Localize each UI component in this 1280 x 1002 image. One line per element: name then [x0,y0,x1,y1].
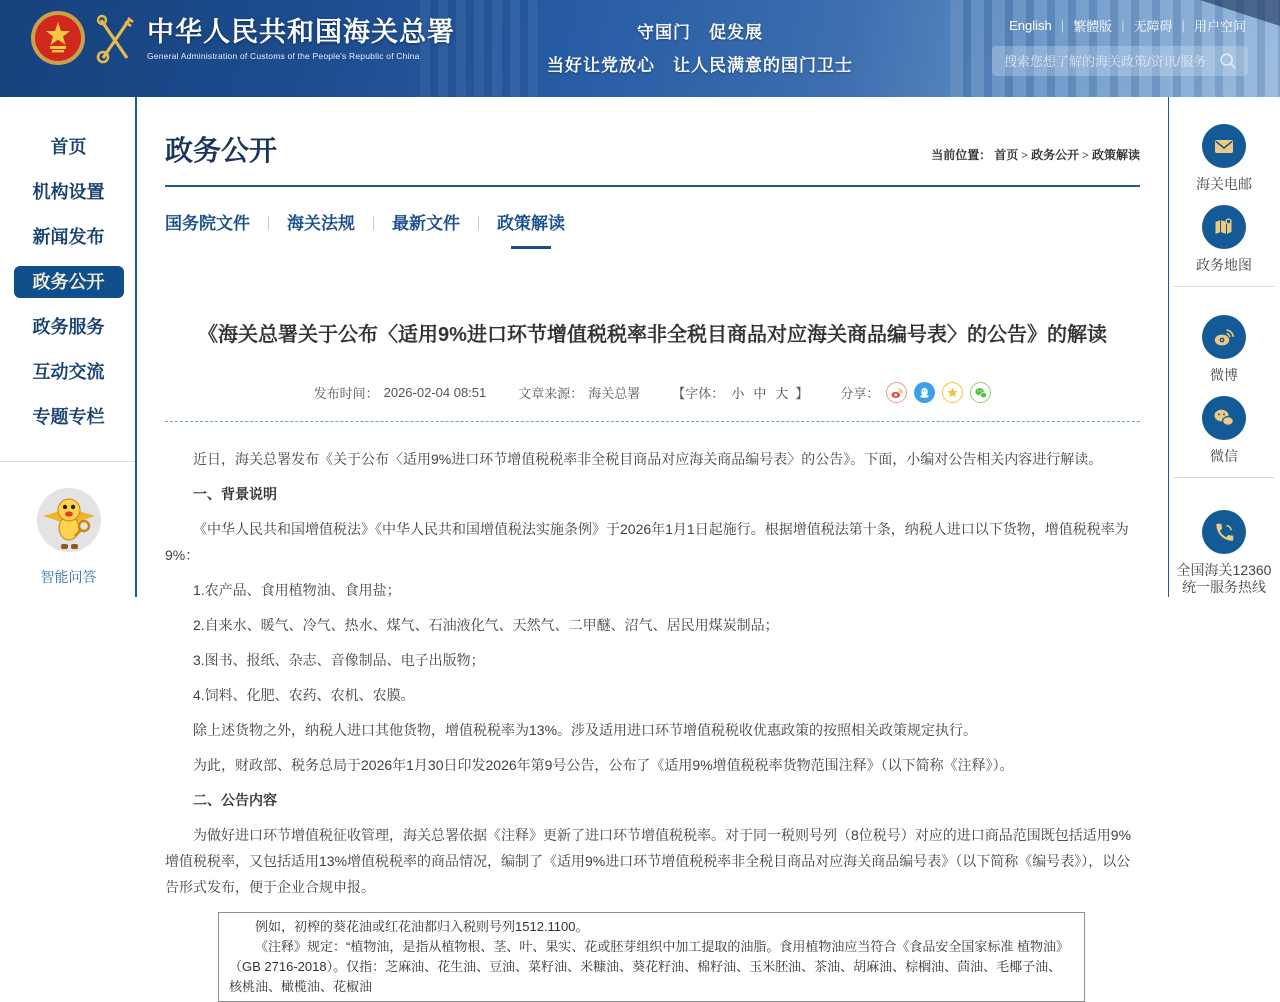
breadcrumb-separator: > [1021,148,1029,162]
rail-item-weibo[interactable]: 微博 [1168,315,1280,384]
tab-state-council-docs[interactable]: 国务院文件 [165,214,250,233]
article-paragraph: 除上述货物之外，纳税人进口其他货物，增值税税率为13%。涉及适用进口环节增值税税收优惠政策的按照相关政策规定执行。 [193,722,978,738]
tab-separator [478,216,479,230]
sidebar-item-news[interactable]: 新闻发布 [32,227,105,247]
article-meta [165,382,1140,403]
link-english[interactable]: English [1009,18,1052,33]
site-brand[interactable] [30,10,455,66]
left-sidebar [0,97,137,919]
customs-key-logo-icon [95,12,135,64]
main-content [137,97,1168,994]
example-box-line: 《注释》规定：“植物油，是指从植物根、茎、叶、果实、花或胚芽组织中加工提取的油脂。食用植物油应当符合《食品安全国家标准 植物油》（GB 2716-2018）。仅指：芝麻油、花生油、豆油、菜籽油、米糠油、葵花籽油、棉籽油、玉米胚油、茶油、胡麻油、棕榈油、茴油、毛椰子油、核桃油、橄榄油、花椒油 [229,939,1069,994]
source-label: 文章来源： [518,386,584,401]
smart-qa-label[interactable]: 智能问答 [40,569,97,585]
font-size-medium-button[interactable]: 中 [753,386,767,401]
sidebar-item-gov-services[interactable]: 政务服务 [32,317,105,337]
breadcrumb-gov-disclosure[interactable]: 政务公开 [1031,148,1080,162]
link-accessibility[interactable]: 无障碍 [1133,19,1173,34]
share-label: 分享： [840,386,880,401]
weibo-icon [1212,325,1236,349]
wechat-share-icon[interactable] [970,382,991,403]
article-section-heading: 二、公告内容 [193,792,277,808]
link-separator: | [1181,18,1185,33]
tab-policy-interpretation[interactable]: 政策解读 [497,209,565,236]
sidebar-item-organization[interactable]: 机构设置 [32,182,105,202]
search-icon[interactable] [1218,51,1238,71]
national-emblem-icon [30,10,86,66]
search-input[interactable] [1002,53,1218,70]
link-separator: | [1121,18,1125,33]
source-value: 海关总署 [588,386,641,401]
map-icon [1212,215,1236,239]
breadcrumb-label: 当前位置： [931,148,992,162]
wechat-icon [1212,406,1236,430]
link-separator: | [1060,18,1065,33]
page-title: 政务公开 [165,136,278,167]
rail-divider [1174,477,1274,478]
publish-time: 2026-02-04 08:51 [383,385,487,400]
tab-customs-regulations[interactable]: 海关法规 [287,214,355,233]
slogan-line-2: 当好让党放心 让人民满意的国门卫士 [547,56,853,75]
qzone-share-icon[interactable] [942,382,963,403]
example-box-line: 例如，初榨的葵花油或红花油都归入税则号列1512.1100。 [255,919,589,934]
font-size-label-close: 】 [795,386,809,401]
mail-icon [1212,134,1236,158]
example-box [218,912,1085,1002]
article-paragraph: 《中华人民共和国增值税法》《中华人民共和国增值税法实施条例》于2026年1月1日起施行。根据增值税法第十条，纳税人进口以下货物，增值税税率为9%： [165,521,1129,563]
rail-divider [1174,286,1274,287]
sidebar-divider [0,461,137,462]
top-utility-links [1009,16,1246,35]
article-paragraph: 为此，财政部、税务总局于2026年1月30日印发2026年第9号公告，公布了《适用9%增值税税率货物范围注释》（以下简称《注释》）。 [193,757,1014,773]
breadcrumb-separator: > [1082,148,1089,162]
hotline-icon [1212,520,1236,544]
smart-qa-entry[interactable] [0,486,137,587]
publish-time-label: 发布时间： [313,386,379,401]
article-paragraph: 3.图书、报纸、杂志、音像制品、电子出版物； [193,652,485,668]
font-size-small-button[interactable]: 小 [731,386,745,401]
link-traditional[interactable]: 繁體版 [1073,19,1113,34]
article-paragraph: 4.饲料、化肥、农药、农机、农膜。 [193,687,415,703]
assistant-mascot-icon [35,486,103,554]
site-title: 中华人民共和国海关总署 [147,16,455,47]
rail-item-customs-email[interactable]: 海关电邮 [1168,124,1280,193]
site-title-en: General Administration of Customs of the People's Republic of China [147,50,420,61]
breadcrumb-home[interactable]: 首页 [994,148,1019,162]
article-section-heading: 一、背景说明 [193,486,277,502]
article-paragraph: 近日，海关总署发布《关于公布〈适用9%进口环节增值税税率非全税目商品对应海关商品编号表〉的公告》。下面，小编对公告相关内容进行解读。 [193,451,1103,467]
sidebar-item-gov-disclosure[interactable]: 政务公开 [14,266,124,298]
right-rail [1168,97,1280,919]
content-tabs [165,209,1140,236]
article-paragraph: 1.农产品、食用植物油、食用盐； [193,582,401,598]
header-slogans [540,16,860,82]
sidebar-item-home[interactable]: 首页 [50,137,87,157]
sidebar-item-interaction[interactable]: 互动交流 [32,362,105,382]
tab-latest-docs[interactable]: 最新文件 [392,214,460,233]
dashed-divider [165,421,1140,422]
section-rule [165,185,1140,187]
article-paragraph: 为做好进口环节增值税征收管理，海关总署依据《注释》更新了进口环节增值税税率。对于同一税则号列（8位税号）对应的进口商品范围既包括适用9%增值税税率，又包括适用13%增值税税率的商品情况，编制了《适用9%进口环节增值税税率非全税目商品对应海关商品编号表》（以下简称《编号表》），以公告形式发布，便于企业合规申报。 [165,827,1132,895]
breadcrumb-current: 政策解读 [1091,148,1140,162]
weibo-share-icon[interactable] [886,382,907,403]
tab-separator [373,216,374,230]
qq-share-icon[interactable] [914,382,935,403]
font-size-label-open: 【字体： [672,386,725,401]
sidebar-item-special-topics[interactable]: 专题专栏 [32,407,105,427]
search-box [992,46,1248,76]
font-size-large-button[interactable]: 大 [775,386,789,401]
article-title: 《海关总署关于公布〈适用9%进口环节增值税税率非全税目商品对应海关商品编号表〉的公告》的解读 [198,324,1107,346]
site-header [0,0,1280,97]
link-user-space[interactable]: 用户空间 [1193,19,1246,34]
rail-item-hotline-12360[interactable]: 全国海关12360 统一服务热线 [1168,510,1280,596]
rail-item-wechat[interactable]: 微信 [1168,396,1280,465]
article-paragraph: 2.自来水、暖气、冷气、热水、煤气、石油液化气、天然气、二甲醚、沼气、居民用煤炭制品； [193,617,779,633]
rail-item-gov-map[interactable]: 政务地图 [1168,205,1280,274]
slogan-line-1: 守国门 促发展 [637,23,763,42]
tab-separator [268,216,269,230]
breadcrumb [931,146,1140,169]
